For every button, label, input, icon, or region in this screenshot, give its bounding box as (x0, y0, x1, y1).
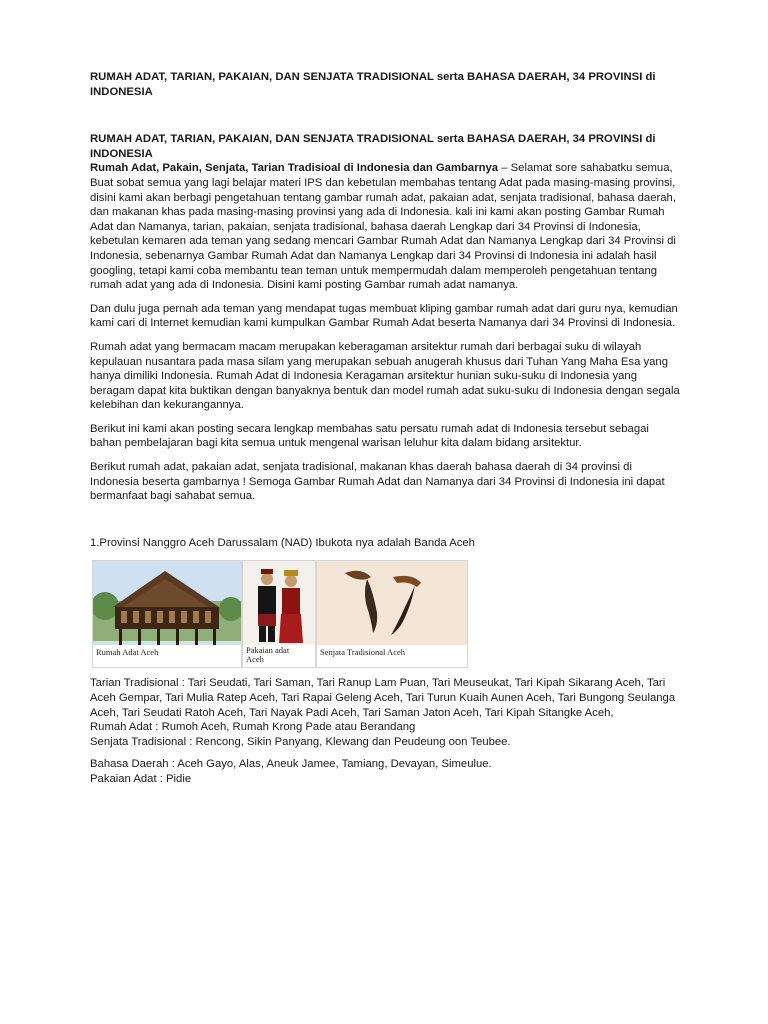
weapon-caption: Senjata Tradisional Aceh (320, 647, 405, 658)
house-caption: Rumah Adat Aceh (96, 647, 159, 658)
aceh-details (90, 676, 682, 786)
paragraph-5: Berikut rumah adat, pakaian adat, senjata tradisional, makanan khas daerah bahasa daerah di 34 provinsi di Indonesia beserta gambarnya ! Semoga Gambar Rumah Adat dan Namanya dari 34 Provinsi di Indonesia ini dapat bermanfaat bagi sahabat semua. (90, 461, 665, 503)
section-title: RUMAH ADAT, TARIAN, PAKAIAN, DAN SENJATA TRADISIONAL serta BAHASA DAERAH, 34 PROVINSI di INDONESIA (90, 133, 656, 160)
paragraph-2: Dan dulu juga pernah ada teman yang mendapat tugas membuat kliping gambar rumah adat dari guru nya, kemudian kami cari di Internet kemudian kami kumpulkan Gambar Rumah Adat beserta Namanya dari 34 Provinsi di Indonesia. (90, 302, 678, 330)
senjata-line: Senjata Tradisional : Rencong, Sikin Panyang, Klewang dan Peudeung oon Teubee. (90, 735, 511, 748)
intro-rest: – Selamat sore sahabatku semua, Buat sobat semua yang lagi belajar materi IPS dan kebetulan membahas tentang Adat pada masing-masing provinsi, disini kami akan berbagi pengetahuan tentang gambar rumah adat, pakaian adat, senjata tradisional, bahasa daerah, dan makanan khas pada masing-masing provinsi yang ada di Indonesia. kali ini kami akan posting Gambar Rumah Adat dan Namanya, tarian, pakaian, senjata tradisional, bahasa daerah Lengkap dari 34 Provinsi di Indonesia, kebetulan kemaren ada teman yang sedang mencari Gambar Rumah Adat dan Namanya Lengkap dari 34 Provinsi di Indonesia, sebenarnya Gambar Rumah Adat dan Namanya Lengkap dari 34 Provinsi di Indonesia ini adalah hasil googling, tetapi kami coba membantu tean teman untuk mempermudah dalam memperoleh pengetahuan tentang rumah adat yang ada di Indonesia. Disini kami posting Gambar rumah adat namanya. (90, 162, 676, 292)
aceh-figure (92, 560, 468, 666)
intro-lead: Rumah Adat, Pakain, Senjata, Tarian Tradisioal di Indonesia dan Gambarnya (90, 162, 499, 175)
doc-title: RUMAH ADAT, TARIAN, PAKAIAN, DAN SENJATA TRADISIONAL serta BAHASA DAERAH, 34 PROVINSI di INDONESIA (90, 71, 656, 98)
clothing-caption: Pakaian adat Aceh (246, 645, 290, 665)
province-heading: 1.Provinsi Nanggro Aceh Darussalam (NAD) Ibukota nya adalah Banda Aceh (90, 536, 475, 549)
bahasa-line: Bahasa Daerah : Aceh Gayo, Alas, Aneuk Jamee, Tamiang, Devayan, Simeulue. (90, 758, 492, 771)
pakaian-line: Pakaian Adat : Pidie (90, 773, 192, 785)
paragraph-3: Rumah adat yang bermacam macam merupakan keberagaman arsitektur rumah dari berbagai suku di wilayah kepulauan nusantara pada masa silam yang merupakan sebuah anugerah khusus dari Tuhan Yang Maha Esa yang hanya dimiliki Indonesia. Rumah Adat di Indonesia Keragaman arsitektur hunian suku-suku di Indonesia yang beragam dapat kita buktikan dengan banyaknya bentuk dan model rumah adat suku-suku di Indonesia dengan segala kelebihan dan kekurangannya. (90, 340, 680, 412)
tarian-line: Tarian Tradisional : Tari Seudati, Tari Saman, Tari Ranup Lam Puan, Tari Meuseukat, Tari Kipah Sikarang Aceh, Tari Aceh Gempar, Tari Mulia Ratep Aceh, Tari Rapai Geleng Aceh, Tari Turun Kuaih Aunen Aceh, Tari Bungong Seulanga Aceh, Tari Seudati Ratoh Aceh, Tari Nayak Padi Aceh, Tari Saman Jaton Aceh, Tari Kipah Sitangke Aceh, (90, 677, 676, 719)
document-content (90, 70, 682, 787)
intro-paragraph (90, 161, 682, 292)
paragraph-4: Berikut ini kami akan posting secara lengkap membahas satu persatu rumah adat di Indonesia tersebut sebagai bahan pembelajaran bagi kita semua untuk mengenal warisan leluhur kita dalam bidang arsitektur. (90, 422, 649, 450)
spacer (90, 749, 682, 757)
rumah-line: Rumah Adat : Rumoh Aceh, Rumah Krong Pade atau Berandang (90, 721, 416, 734)
